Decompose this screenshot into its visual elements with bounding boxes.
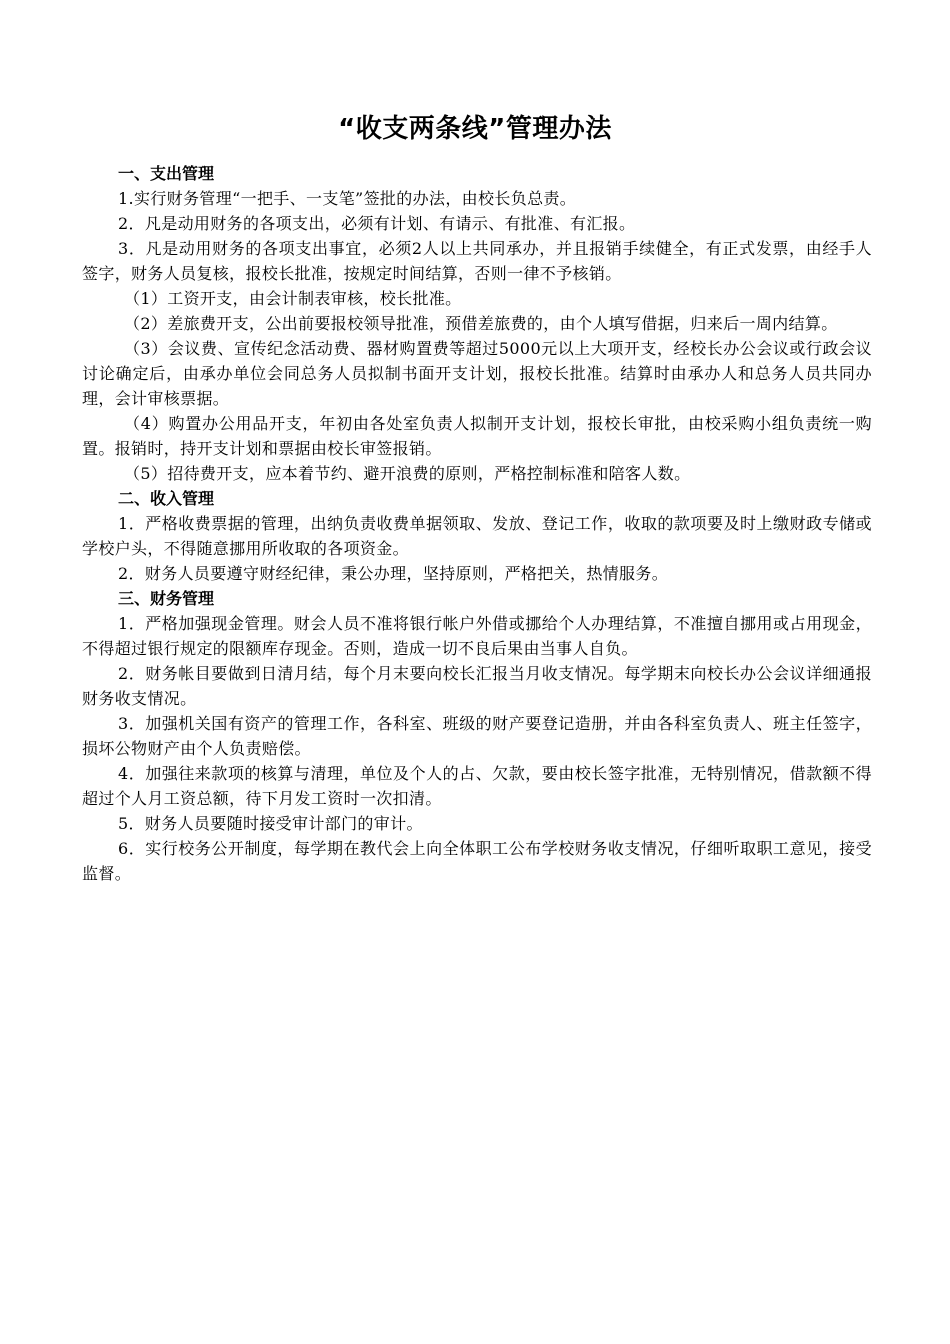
paragraph: 4．加强往来款项的核算与清理，单位及个人的占、欠款，要由校长签字批准，无特别情况，借款额不得超过个人月工资总额，待下月发工资时一次扣清。: [82, 764, 872, 808]
paragraph: 1．严格收费票据的管理，出纳负责收费单据领取、发放、登记工作，收取的款项要及时上缴财政专储或学校户头，不得随意挪用所收取的各项资金。: [82, 514, 872, 558]
document-body: [82, 161, 872, 886]
sub-paragraph: （4）购置办公用品开支，年初由各处室负责人拟制开支计划，报校长审批，由校采购小组负责统一购置。报销时，持开支计划和票据由校长审签报销。: [82, 414, 872, 458]
paragraph: 1．严格加强现金管理。财会人员不准将银行帐户外借或挪给个人办理结算，不准擅自挪用或占用现金，不得超过银行规定的限额库存现金。否则，造成一切不良后果由当事人自负。: [82, 614, 872, 658]
paragraph: 5．财务人员要随时接受审计部门的审计。: [118, 814, 423, 833]
sub-paragraph: （1）工资开支，由会计制表审核，校长批准。: [124, 289, 462, 308]
section-heading-income: 二、收入管理: [118, 489, 215, 508]
sub-paragraph: （5）招待费开支，应本着节约、避开浪费的原则，严格控制标准和陪客人数。: [124, 464, 691, 483]
section-heading-expenditure: 一、支出管理: [118, 164, 215, 183]
paragraph: 2．财务帐目要做到日清月结，每个月末要向校长汇报当月收支情况。每学期末向校长办公会议详细通报财务收支情况。: [82, 664, 872, 708]
paragraph: 2．凡是动用财务的各项支出，必须有计划、有请示、有批准、有汇报。: [118, 214, 636, 233]
sub-paragraph: （3）会议费、宣传纪念活动费、器材购置费等超过5000元以上大项开支，经校长办公会议或行政会议讨论确定后，由承办单位会同总务人员拟制书面开支计划，报校长批准。结算时由承办人和总务人员共同办理，会计审核票据。: [82, 339, 872, 408]
paragraph: 1.实行财务管理“一把手、一支笔”签批的办法，由校长负总责。: [118, 189, 577, 208]
section-heading-finance: 三、财务管理: [118, 589, 215, 608]
page-title: “收支两条线”管理办法: [338, 114, 612, 145]
sub-paragraph: （2）差旅费开支，公出前要报校领导批准，预借差旅费的，由个人填写借据，归来后一周内结算。: [124, 314, 838, 333]
paragraph: 2．财务人员要遵守财经纪律，秉公办理，坚持原则，严格把关，热情服务。: [118, 564, 669, 583]
paragraph: 3．加强机关国有资产的管理工作，各科室、班级的财产要登记造册，并由各科室负责人、班主任签字，损坏公物财产由个人负责赔偿。: [82, 714, 872, 758]
paragraph: 6．实行校务公开制度，每学期在教代会上向全体职工公布学校财务收支情况，仔细听取职工意见，接受监督。: [82, 839, 872, 883]
paragraph: 3．凡是动用财务的各项支出事宜，必须2人以上共同承办，并且报销手续健全，有正式发票，由经手人签字，财务人员复核，报校长批准，按规定时间结算，否则一律不予核销。: [82, 239, 872, 283]
